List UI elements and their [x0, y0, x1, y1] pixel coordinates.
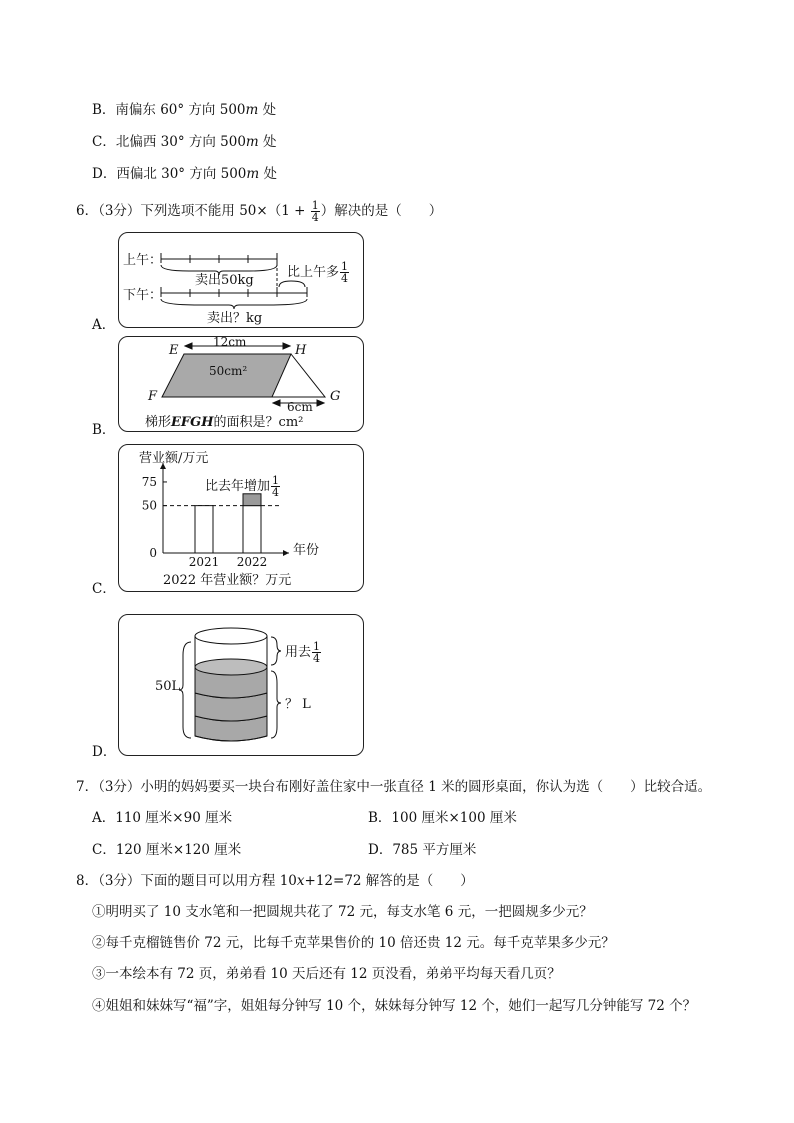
label-50l: 50L: [155, 679, 181, 694]
q8-item-1: ①明明买了 10 支水笔和一把圆规共花了 72 元，每支水笔 6 元，一把圆规多少元？: [92, 904, 593, 920]
q7-option-c: C．120 厘米×120 厘米: [92, 842, 242, 858]
q5-option-c: C．北偏西 30° 方向 500m 处: [92, 134, 277, 150]
label-rest: ？ L: [285, 697, 311, 712]
q7-option-d: D．785 平方厘米: [368, 842, 477, 858]
x-tick-label: 2021: [188, 555, 220, 569]
label-sold-question: 卖出？kg: [207, 311, 263, 326]
x-tick-label: 2022: [236, 555, 268, 569]
bar-2021: [195, 506, 213, 553]
chart-increase-note: 比去年增加 $\frac{1}{4}$: [205, 474, 280, 499]
label-12cm: 12cm: [213, 335, 247, 349]
label-f: F: [148, 389, 158, 404]
chart-xlabel: 年份: [293, 543, 320, 558]
q8-stem: 8．（3分）下面的题目可以用方程 10x+12=72 解答的是（ ）: [76, 873, 474, 889]
q8-item-3: ③一本绘本有 72 页，弟弟看 10 天后还有 12 页没看，弟弟平均每天看几页？: [92, 966, 561, 982]
q6-figure-d: [118, 614, 364, 756]
q5-option-b: B．南偏东 60° 方向 500m 处: [92, 102, 277, 118]
y-tick-label: 50: [141, 498, 157, 513]
label-g: G: [330, 389, 341, 404]
label-trapezoid-question: 梯形EFGH的面积是？cm²: [145, 415, 304, 430]
q7-stem: 7．（3分）小明的妈妈要买一块台布刚好盖住家中一张直径 1 米的圆形桌面，你认为选（ ）比较合适。: [76, 779, 712, 795]
label-used: 用去 $\frac{1}{4}$: [285, 640, 321, 665]
y-tick-label: 0: [149, 546, 157, 560]
q5-option-d: D．西偏北 30° 方向 500m 处: [92, 166, 278, 182]
label-6cm: 6cm: [287, 400, 313, 414]
label-afternoon: 下午：: [123, 288, 163, 303]
label-more-than-morning: 比上午多 $\frac{1}{4}$: [287, 260, 349, 285]
q7-option-b: B．100 厘米×100 厘米: [368, 810, 517, 826]
y-tick-label: 75: [141, 474, 157, 489]
label-morning: 上午：: [123, 253, 163, 268]
chart-question: 2022 年营业额？万元: [163, 573, 292, 588]
x-axis-arrow: [283, 550, 289, 556]
label-area: 50cm²: [209, 364, 248, 378]
q6-figure-a: [118, 232, 364, 328]
q6-figure-b: [118, 336, 364, 432]
q6-figure-c: [118, 444, 364, 592]
q8-item-4: ④姐姐和妹妹写“福”字，姐姐每分钟写 10 个，妹妹每分钟写 12 个，她们一起写几分钟能写 72 个？: [92, 998, 697, 1014]
q6-option-a-letter: A．: [92, 317, 116, 333]
label-h: H: [295, 343, 307, 358]
chart-ylabel: 营业额/万元: [139, 451, 209, 466]
q6-stem: 6．（3分）下列选项不能用 50×（1 + $\frac{1}{4}$ ）解决的是（ ）: [76, 199, 443, 224]
q6-option-c-letter: C．: [92, 581, 116, 597]
q6-option-d-letter: D．: [92, 744, 117, 760]
bar-2022-base: [243, 506, 261, 553]
label-e: E: [169, 343, 179, 358]
label-sold-50: 卖出50kg: [195, 273, 254, 288]
q6-fraction: $\frac{1}{4}$: [311, 199, 319, 224]
q7-option-a: A．110 厘米×90 厘米: [92, 810, 233, 826]
q6-option-b-letter: B．: [92, 422, 116, 438]
q8-item-2: ②每千克榴链售价 72 元，比每千克苹果售价的 10 倍还贵 12 元。每千克苹果多少元？: [92, 935, 615, 951]
